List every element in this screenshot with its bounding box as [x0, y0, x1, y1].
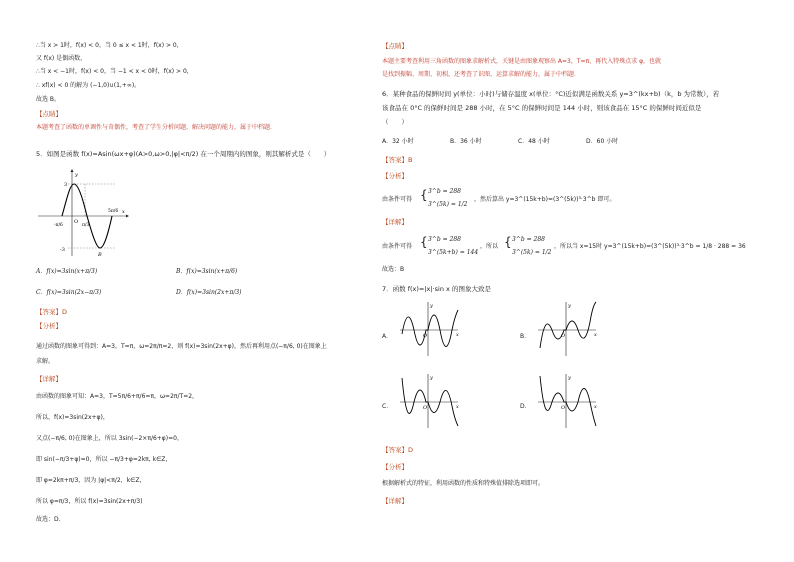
system-eq: 3^b = 288: [512, 236, 545, 243]
brace: {: [420, 235, 428, 249]
axis-label: y: [568, 303, 571, 309]
system-eq: 3^b = 288: [428, 188, 461, 195]
system-eq: 3^(5k+b) = 144: [428, 249, 479, 256]
option-a: A．: [382, 333, 393, 340]
graph-option-b: [536, 300, 600, 358]
option-b: B．36 小时: [450, 138, 482, 145]
option-d: D．: [520, 403, 531, 410]
axis-label: x: [594, 332, 597, 338]
option-b: B．f(x)=3sin(x+π/6): [176, 268, 238, 275]
section-tag-dianjing: 【点睛】: [382, 42, 408, 50]
question-5-stem: 5．如图是函数 f(x)=Asin(ωx+φ)(A>0,ω>0,|φ|<π/2) 在一个周期内的图象，则其解析式是（ ）: [36, 150, 331, 158]
solution-line: 所以 φ=π/3，所以 f(x)=3sin(2x+π/3): [36, 498, 143, 505]
option-d: D．f(x)=3sin(2x+π/3): [176, 289, 242, 296]
analysis-text: 求解。: [36, 358, 55, 365]
section-tag-fenxi: 【分析】: [382, 463, 408, 471]
system-eq: 3^(5k) = 1/2: [428, 201, 468, 208]
solution-line: 由函数的图象可知：A=3，T=5π/6+π/6=π，ω=2π/T=2，: [36, 393, 199, 400]
tick-label: π/3: [82, 223, 90, 228]
section-tag-xiangjie: 【详解】: [382, 218, 408, 226]
question-6-stem: （ ）: [382, 118, 408, 126]
analysis-text: 由条件可得: [382, 196, 413, 203]
section-tag-xiangjie: 【详解】: [36, 375, 62, 383]
option-c: C．48 小时: [518, 138, 550, 145]
point-label: B: [98, 252, 102, 258]
note-text: 本题主要考查利用三角函数的图象求解析式，关键是由图象观察出 A=3，T=π，再代入特殊点求 φ，也就: [382, 58, 662, 65]
axis-label: y: [75, 172, 78, 178]
solution-line: 由条件可得: [382, 243, 413, 250]
system-eq: 3^(5k) = 1/2: [512, 249, 552, 256]
axis-label: x: [594, 404, 597, 410]
text-line: 故选 B。: [36, 96, 61, 103]
solution-line: ，所以: [480, 243, 499, 250]
axis-label: x: [456, 404, 459, 410]
tick-label: 5π/6: [108, 209, 119, 214]
axis-label: y: [430, 375, 433, 381]
solution-line: 即 sin(−π/3+φ)=0，所以 −π/3+φ=2kπ, k∈Z，: [36, 456, 172, 463]
answer-tag: 【答案】D: [36, 308, 68, 316]
analysis-text: 根据解析式的特征，利用函数的性质和特殊值排除选项即可。: [382, 480, 545, 487]
text-line: ∴当 x < −1时，f(x) < 0，当 −1 < x < 0时，f(x) > 0，: [36, 68, 193, 75]
section-tag-fenxi: 【分析】: [382, 172, 408, 180]
graph-option-d: [536, 372, 600, 430]
tick-label: -3: [60, 247, 65, 253]
text-line: 又 f(x) 是偶函数，: [36, 55, 87, 62]
sine-graph-q5: [36, 168, 132, 260]
question-6-stem: 6．某种食品的保鲜时间 y(单位：小时)与储存温度 x(单位：°C)近似满足函数关系 y=3^(kx+b)（k，b 为常数），若: [382, 90, 720, 98]
graph-option-c: [398, 372, 462, 430]
option-b: B．: [520, 333, 531, 340]
solution-line: 即 φ=2kπ+π/3，因为 |φ|<π/2，k∈Z，: [36, 477, 146, 484]
origin-label: O: [561, 333, 566, 339]
section-tag-dianjing: 【点睛】: [36, 110, 62, 118]
option-c: C．f(x)=3sin(2x−π/3): [36, 289, 102, 296]
system-eq: 3^b = 288: [428, 236, 461, 243]
note-text: 是找到振幅、周期、初相，还考查了识图、运算求解的能力，属于中档题．: [382, 71, 581, 78]
graph-option-a: [398, 300, 462, 358]
question-6-stem: 该食品在 0°C 的保鲜时间是 288 小时，在 5°C 的保鲜时间是 144 小时，则该食品在 15°C 的保鲜时间近似是: [382, 104, 702, 112]
text-line: ∴当 x > 1时，f(x) < 0，当 0 ≤ x < 1时，f(x) > 0，: [36, 42, 183, 49]
solution-line: 故选：B: [382, 266, 405, 273]
option-d: D．60 小时: [586, 138, 619, 145]
axis-label: y: [430, 303, 433, 309]
axis-label: y: [568, 375, 571, 381]
origin-label: O: [561, 405, 566, 411]
section-tag-xiangjie: 【详解】: [382, 497, 408, 505]
option-a: A．f(x)=3sin(x+π/3): [36, 268, 98, 275]
origin-label: O: [423, 333, 428, 339]
answer-tag: 【答案】B: [382, 156, 413, 164]
note-text: 本题考查了函数的单调性与奇偶性，考查了学生分析问题、解决问题的能力，属于中档题．: [36, 124, 277, 131]
analysis-text: ，然后算出 y=3^(15k+b)=(3^(5k))³·3^b 即可。: [474, 196, 616, 203]
solution-line: ，所以当 x=15时 y=3^(15k+b)=(3^(5k))³·3^b = 1/8 · 288 = 36: [554, 243, 746, 250]
tick-label: -π/6: [54, 223, 63, 228]
analysis-text: 通过函数的图象可得到：A=3，T=π，ω=2π/π=2，则 f(x)=3sin(2x+φ)，然后再利用点(−π/6, 0)在图象上: [36, 343, 327, 350]
question-7-stem: 7．函数 f(x)=|x|·sin x 的图象大致是: [382, 285, 491, 293]
origin-label: O: [423, 405, 428, 411]
option-c: C．: [382, 403, 393, 410]
axis-label: x: [456, 332, 459, 338]
brace: {: [504, 235, 512, 249]
answer-tag: 【答案】D: [382, 446, 414, 454]
origin-label: O: [74, 219, 79, 225]
brace: {: [420, 188, 428, 202]
solution-line: 所以，f(x)=3sin(2x+φ)，: [36, 414, 109, 421]
text-line: ∴ xf(x) < 0 的解为 (−1,0)∪(1,+∞)。: [36, 82, 141, 89]
solution-line: 故选：D.: [36, 516, 61, 523]
solution-line: 又点(−π/6, 0)在图象上，所以 3sin(−2×π/6+φ)=0，: [36, 435, 183, 442]
tick-label: 3: [64, 182, 68, 188]
option-a: A．32 小时: [382, 138, 414, 145]
section-tag-fenxi: 【分析】: [36, 322, 62, 330]
axis-label: x: [122, 209, 125, 215]
